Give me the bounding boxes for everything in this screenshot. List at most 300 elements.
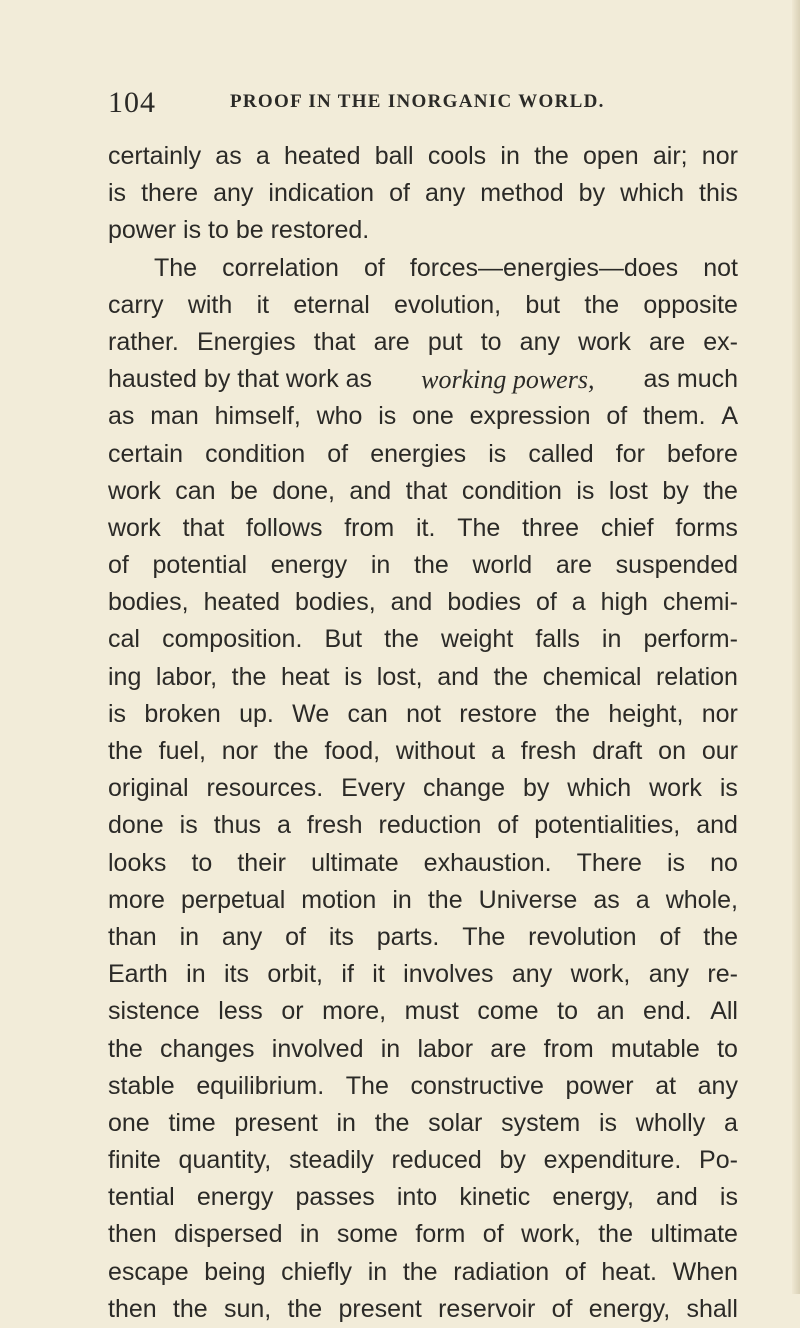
- word: shall: [686, 1294, 738, 1323]
- word: the: [703, 476, 738, 505]
- word: power: [565, 1071, 634, 1100]
- word: cal: [108, 625, 140, 654]
- text-line: [108, 473, 738, 510]
- word: carry: [108, 290, 164, 319]
- word: a: [571, 588, 586, 617]
- word: world: [472, 551, 533, 580]
- word: present: [338, 1294, 422, 1323]
- word: of: [497, 811, 519, 840]
- word: to: [717, 1034, 738, 1063]
- word: from: [344, 513, 395, 542]
- word: labor: [417, 1034, 474, 1063]
- word: the: [108, 1034, 143, 1063]
- word: one: [108, 1108, 150, 1137]
- word: evolution,: [394, 290, 502, 319]
- word: any: [648, 960, 690, 989]
- word: draft: [592, 737, 643, 765]
- word: are: [373, 327, 410, 356]
- word: cools: [427, 142, 487, 170]
- word: by: [662, 476, 689, 505]
- word: of: [659, 922, 681, 951]
- word: kinetic: [459, 1183, 531, 1212]
- word: but: [525, 290, 561, 319]
- word: are: [649, 327, 686, 356]
- text-line: [108, 584, 738, 621]
- word: be: [230, 476, 258, 505]
- word: is: [576, 476, 595, 505]
- word: are: [555, 551, 592, 580]
- word: opposite: [643, 290, 738, 319]
- word: broken: [144, 699, 221, 728]
- word: motion: [301, 885, 377, 914]
- text-line: [108, 845, 738, 882]
- word: of: [564, 1257, 586, 1286]
- word: as: [108, 402, 135, 431]
- word: which: [567, 774, 632, 803]
- word: radiation: [453, 1257, 550, 1286]
- word: open: [583, 142, 639, 170]
- text-line: [108, 1179, 738, 1216]
- word: as: [593, 885, 620, 914]
- text-line: [108, 733, 738, 770]
- text-line: [108, 1031, 738, 1068]
- word: put: [427, 327, 463, 356]
- word: less: [218, 997, 263, 1026]
- word: weight: [441, 625, 514, 654]
- word: of: [285, 922, 306, 951]
- word: original: [108, 774, 189, 803]
- word: reservoir: [438, 1294, 536, 1323]
- word: a: [277, 811, 291, 840]
- word: The: [154, 253, 198, 282]
- word: the: [534, 142, 569, 170]
- word: done,: [272, 476, 335, 505]
- text-line: [108, 659, 738, 696]
- word: high: [600, 588, 648, 617]
- word: them.: [642, 402, 706, 431]
- word: the: [231, 662, 267, 691]
- word: in: [179, 922, 200, 951]
- word: lost,: [376, 662, 423, 691]
- word: work,: [570, 960, 631, 989]
- text-line: [108, 547, 738, 584]
- word: as: [215, 142, 242, 170]
- word: a: [723, 1108, 738, 1137]
- word: chiefly: [281, 1257, 353, 1286]
- text-line: [108, 175, 738, 212]
- word: composition.: [162, 625, 303, 654]
- word: to: [480, 327, 502, 356]
- word: more,: [322, 997, 387, 1026]
- word: sistence: [108, 997, 200, 1026]
- word: is: [488, 439, 507, 468]
- word: the: [427, 885, 463, 914]
- word: before: [667, 439, 738, 468]
- word: fresh: [520, 737, 577, 765]
- word: ball: [374, 142, 414, 170]
- word: The: [462, 922, 506, 951]
- word: heat: [280, 662, 330, 691]
- word: being: [204, 1257, 266, 1286]
- word: When: [672, 1257, 738, 1286]
- text-line: [108, 993, 738, 1030]
- word: come: [477, 997, 539, 1026]
- text-line: [108, 324, 738, 361]
- word: in: [601, 625, 622, 654]
- word: are: [490, 1034, 527, 1063]
- word: any: [213, 179, 254, 208]
- word: is: [108, 699, 127, 728]
- word: any: [221, 922, 263, 951]
- word: work: [649, 774, 702, 803]
- word: labor,: [155, 662, 218, 691]
- word: condition: [461, 476, 562, 505]
- word: height,: [608, 699, 684, 728]
- word: air;: [652, 142, 688, 170]
- word: changes: [160, 1034, 255, 1063]
- word: is: [719, 1183, 738, 1212]
- word: time: [168, 1108, 216, 1137]
- word: work: [578, 327, 631, 356]
- word: parts.: [376, 922, 440, 951]
- word: nor: [701, 699, 738, 728]
- word: an: [596, 997, 625, 1026]
- word: one: [412, 402, 454, 431]
- text-line: [108, 807, 738, 844]
- word: this: [699, 179, 738, 208]
- word: equilibrium.: [196, 1071, 325, 1100]
- word: present: [234, 1108, 318, 1137]
- word: system: [501, 1108, 581, 1137]
- text-line: [108, 398, 738, 435]
- word: not: [406, 699, 441, 728]
- word: exhaustion.: [423, 848, 552, 877]
- word: any: [424, 179, 466, 208]
- running-head: PROOF IN THE INORGANIC WORLD.: [230, 91, 605, 112]
- word: But: [324, 625, 363, 654]
- word: energy,: [552, 1183, 634, 1212]
- text-line: [108, 1105, 738, 1142]
- page-header: [108, 86, 738, 120]
- word: bodies,: [295, 588, 376, 617]
- word: A: [721, 402, 738, 431]
- word: stable: [108, 1071, 175, 1100]
- word: the: [384, 625, 419, 654]
- word: and: [437, 662, 479, 691]
- word: into: [396, 1183, 438, 1212]
- word: the: [598, 1220, 633, 1249]
- word: quantity,: [178, 1146, 272, 1175]
- word: whole,: [665, 885, 738, 914]
- text-line: [108, 1216, 738, 1253]
- word: is: [378, 402, 397, 431]
- word: then: [108, 1294, 157, 1323]
- word: it: [372, 960, 385, 989]
- word: the: [108, 737, 143, 765]
- word: mutable: [610, 1034, 700, 1063]
- word: ultimate: [650, 1220, 738, 1249]
- word: of: [482, 1220, 504, 1249]
- text-line: [108, 1068, 738, 1105]
- word: the: [374, 1108, 410, 1137]
- text-line: [108, 956, 738, 993]
- word: the: [584, 290, 620, 319]
- text-line-with-italic: [108, 361, 738, 398]
- word: solar: [428, 1108, 483, 1137]
- word: more: [108, 885, 165, 914]
- word: that: [405, 476, 448, 505]
- word: up.: [239, 699, 274, 728]
- word: wholly: [635, 1108, 706, 1137]
- word: sun,: [223, 1294, 272, 1323]
- word: by: [578, 179, 606, 208]
- word: without: [395, 737, 476, 765]
- word: escape: [108, 1257, 189, 1286]
- word: suspended: [615, 551, 738, 580]
- word: passes: [295, 1183, 375, 1212]
- word: three: [522, 513, 580, 542]
- word: in: [299, 1220, 320, 1249]
- word: expenditure.: [543, 1146, 682, 1175]
- word: that: [313, 327, 356, 356]
- word: The: [457, 513, 501, 542]
- word: our: [701, 737, 738, 765]
- word: the: [402, 1257, 438, 1286]
- word: or: [281, 997, 304, 1026]
- text-line: [108, 919, 738, 956]
- text-line: [108, 510, 738, 547]
- word: Po-: [699, 1146, 738, 1175]
- word: the: [493, 662, 529, 691]
- page-edge: [792, 0, 800, 1294]
- word: that: [182, 513, 225, 542]
- word: can: [347, 699, 388, 728]
- text-line: power is to be restored.: [108, 216, 370, 245]
- word: orbit,: [267, 960, 323, 989]
- word: in: [380, 1034, 401, 1063]
- word: of: [551, 1294, 573, 1323]
- word: condition: [205, 439, 306, 468]
- word: in: [370, 551, 391, 580]
- word: the: [273, 737, 309, 765]
- word: nor: [701, 142, 738, 170]
- word: in: [336, 1108, 356, 1137]
- text-line: [108, 287, 738, 324]
- word: restore: [459, 699, 538, 728]
- word: with: [187, 290, 233, 319]
- word: ing: [108, 662, 142, 691]
- word: can: [175, 476, 216, 505]
- word: in: [500, 142, 520, 170]
- word: fresh: [306, 811, 363, 840]
- word: the: [172, 1294, 208, 1323]
- word: it: [256, 290, 270, 319]
- text-line: [108, 1254, 738, 1291]
- word: on: [658, 737, 686, 765]
- word: a: [255, 142, 270, 170]
- word: constructive: [410, 1071, 544, 1100]
- word: chemi-: [662, 588, 738, 617]
- word: of: [606, 402, 628, 431]
- word: certainly: [108, 142, 202, 170]
- text-segment: hausted by that work as: [108, 365, 373, 394]
- word: is: [598, 1108, 618, 1137]
- word: energy: [270, 551, 348, 580]
- word: of: [535, 588, 557, 617]
- text-line: [108, 1142, 738, 1179]
- word: and: [656, 1183, 698, 1212]
- word: by: [522, 774, 550, 803]
- word: certain: [108, 439, 184, 468]
- word: if: [341, 960, 354, 989]
- word: chemical: [542, 662, 642, 691]
- word: and: [390, 588, 433, 617]
- word: the: [555, 699, 591, 728]
- word: perpetual: [181, 885, 286, 914]
- word: end.: [642, 997, 692, 1026]
- word: any: [697, 1071, 738, 1100]
- word: finite: [108, 1146, 161, 1175]
- word: himself,: [214, 402, 301, 431]
- text-line: [108, 770, 738, 807]
- word: who: [316, 402, 363, 431]
- word: involved: [271, 1034, 364, 1063]
- word: in: [392, 885, 412, 914]
- word: change: [423, 774, 506, 803]
- word: of: [108, 551, 129, 580]
- word: perform-: [643, 625, 738, 654]
- word: nor: [221, 737, 258, 765]
- word: any: [511, 960, 553, 989]
- word: in: [186, 960, 206, 989]
- word: falls: [535, 625, 580, 654]
- word: correlation: [222, 253, 339, 282]
- word: method: [480, 179, 564, 208]
- word: which: [620, 179, 685, 208]
- word: a: [635, 885, 650, 914]
- word: chief: [600, 513, 654, 542]
- word: of: [389, 179, 410, 208]
- word: energies: [370, 439, 467, 468]
- word: in: [367, 1257, 388, 1286]
- word: is: [719, 774, 738, 803]
- word: then: [108, 1220, 157, 1249]
- word: forces—energies—does: [409, 253, 679, 282]
- word: energy: [196, 1183, 274, 1212]
- word: by: [499, 1146, 526, 1175]
- word: their: [237, 848, 286, 877]
- word: energy,: [588, 1294, 671, 1323]
- word: fuel,: [158, 737, 206, 765]
- page-number: 104: [108, 86, 156, 119]
- word: rather.: [108, 327, 179, 356]
- word: than: [108, 922, 157, 951]
- word: is: [666, 848, 686, 877]
- word: revolution: [528, 922, 637, 951]
- word: to: [557, 997, 578, 1026]
- word: not: [703, 253, 738, 282]
- text-line: [108, 436, 738, 473]
- text-line: [108, 138, 738, 175]
- word: the: [703, 922, 738, 951]
- word: reduction: [378, 811, 482, 840]
- word: the: [287, 1294, 323, 1323]
- text-line: [108, 250, 738, 287]
- word: looks: [108, 848, 167, 877]
- word: any: [519, 327, 560, 356]
- word: is: [179, 811, 198, 840]
- word: relation: [655, 662, 738, 691]
- word: called: [528, 439, 594, 468]
- text-line: [108, 621, 738, 658]
- word: no: [710, 848, 738, 877]
- word: potentialities,: [534, 811, 681, 840]
- word: work: [108, 476, 161, 505]
- word: man: [150, 402, 199, 431]
- word: indication: [268, 179, 375, 208]
- body-text: [108, 138, 738, 1328]
- word: to: [191, 848, 213, 877]
- word: expression: [469, 402, 591, 431]
- word: Earth: [108, 960, 168, 989]
- word: reduced: [391, 1146, 482, 1175]
- word: a: [491, 737, 505, 765]
- word: bodies: [447, 588, 521, 617]
- word: there: [141, 179, 199, 208]
- word: some: [336, 1220, 398, 1249]
- word: from: [543, 1034, 594, 1063]
- word: heated: [284, 142, 361, 170]
- word: Energies: [196, 327, 296, 356]
- word: for: [615, 439, 645, 468]
- word: potential: [152, 551, 248, 580]
- word: steadily: [288, 1146, 374, 1175]
- word: All: [710, 997, 738, 1026]
- word: bodies,: [108, 588, 189, 617]
- word: ultimate: [311, 848, 399, 877]
- word: the: [414, 551, 449, 580]
- word: and: [696, 811, 738, 840]
- word: work,: [521, 1220, 581, 1249]
- word: follows: [246, 513, 323, 542]
- word: lost: [608, 476, 648, 505]
- word: re-: [707, 960, 738, 989]
- word: dispersed: [174, 1220, 283, 1249]
- word: thus: [213, 811, 261, 840]
- word: ex-: [703, 327, 738, 356]
- word: its: [224, 960, 250, 989]
- word: is: [344, 662, 363, 691]
- word: involves: [403, 960, 494, 989]
- word: form: [415, 1220, 466, 1249]
- word: Every: [341, 774, 406, 803]
- text-lines: [108, 398, 738, 1328]
- word: at: [655, 1071, 677, 1100]
- word: food,: [324, 737, 381, 765]
- word: is: [108, 179, 127, 208]
- word: its: [328, 922, 354, 951]
- word: it.: [415, 513, 436, 542]
- italic-phrase: working powers,: [421, 365, 595, 395]
- word: of: [327, 439, 349, 468]
- word: of: [363, 253, 385, 282]
- word: eternal: [293, 290, 370, 319]
- word: The: [345, 1071, 389, 1100]
- word: and: [349, 476, 392, 505]
- word: forms: [675, 513, 738, 542]
- word: done: [108, 811, 164, 840]
- word: There: [576, 848, 642, 877]
